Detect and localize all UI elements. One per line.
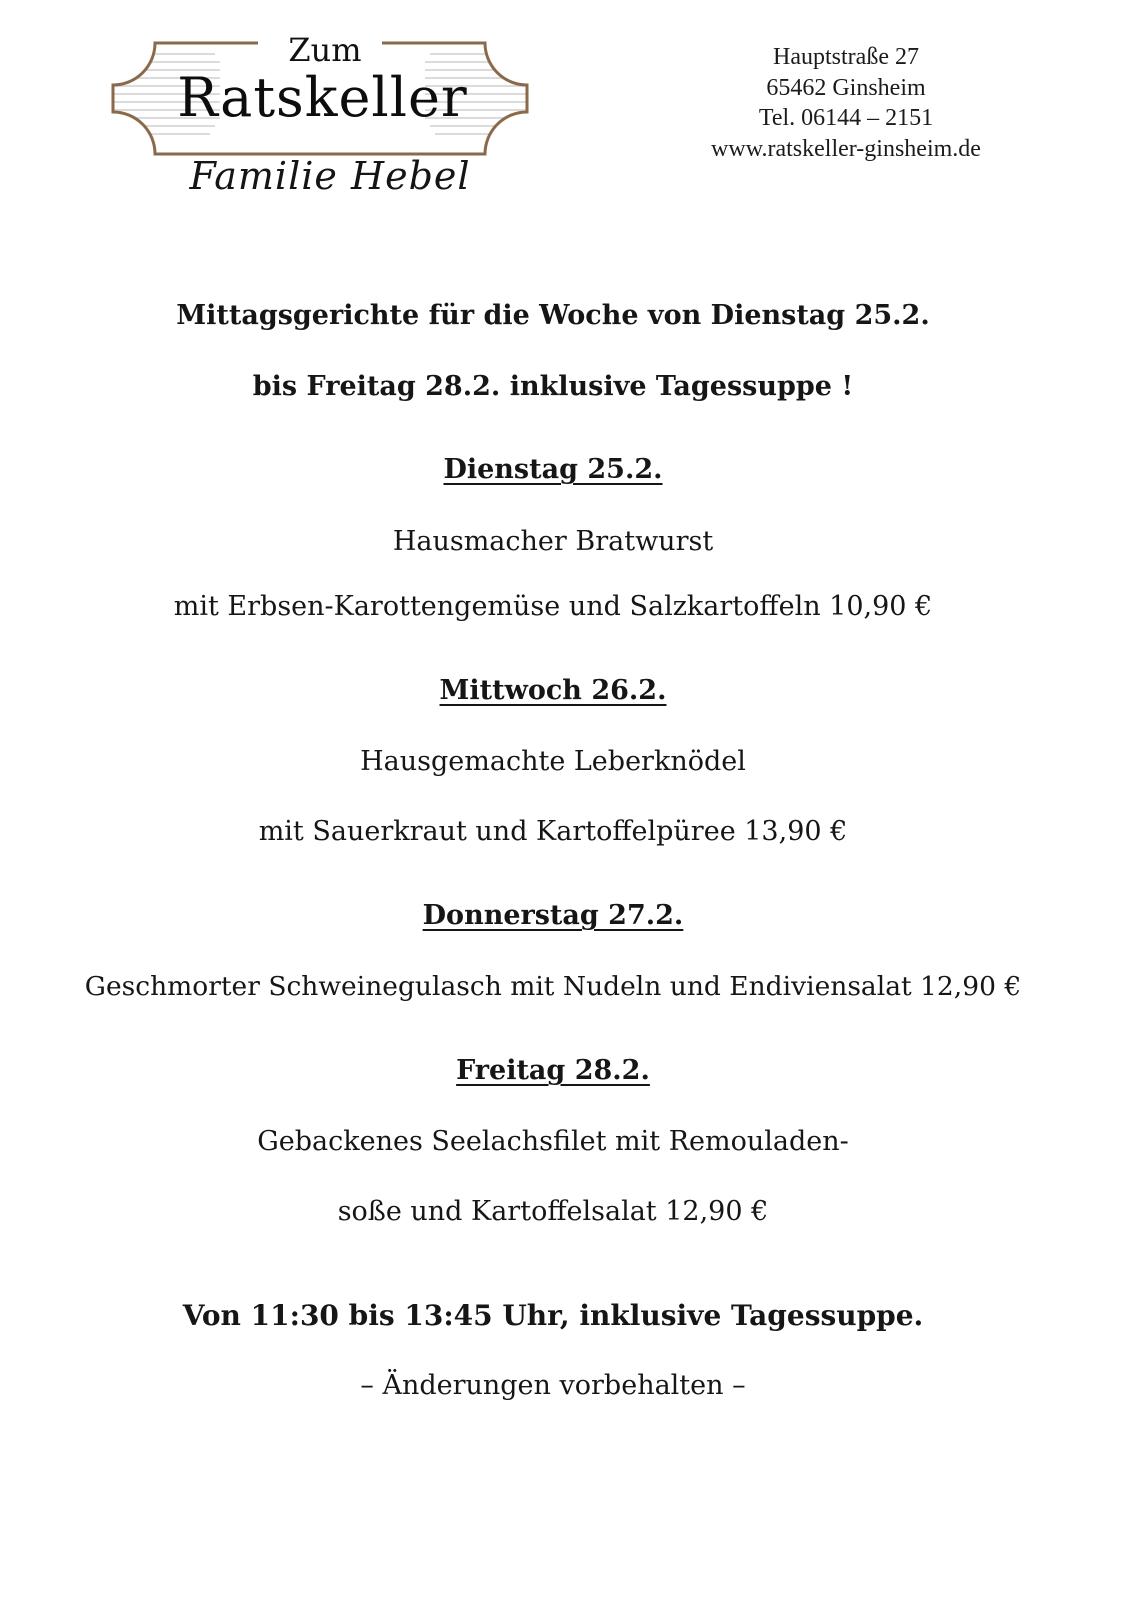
- logo-family: Familie Hebel: [189, 154, 471, 198]
- dish-line: mit Sauerkraut und Kartoffelpüree 13,90 €: [258, 816, 848, 847]
- disclaimer: – Änderungen vorbehalten –: [360, 1370, 746, 1401]
- address-website[interactable]: www.ratskeller-ginsheim.de: [711, 135, 981, 162]
- dish-line: soße und Kartoffelsalat 12,90 €: [337, 1196, 769, 1227]
- address-phone: Tel. 06144 – 2151: [758, 105, 934, 131]
- address-street: Hauptstraße 27: [773, 44, 919, 70]
- intro-line-1: Mittagsgerichte für die Woche von Dienstag 25.2.: [176, 300, 930, 331]
- day-heading-thursday: Donnerstag 27.2.: [422, 900, 684, 931]
- dish-line: Gebackenes Seelachsfilet mit Remouladen-: [257, 1126, 849, 1157]
- logo-prefix: Zum: [288, 31, 362, 69]
- dish-line: mit Erbsen-Karottengemüse und Salzkartoffeln 10,90 €: [173, 591, 933, 622]
- address-block: [660, 42, 1032, 164]
- day-heading-wednesday: Mittwoch 26.2.: [439, 675, 667, 706]
- day-heading-friday: Freitag 28.2.: [456, 1055, 650, 1086]
- dish-line: Geschmorter Schweinegulasch mit Nudeln und Endiviensalat 12,90 €: [84, 971, 1022, 1002]
- restaurant-logo: [110, 24, 540, 214]
- dish-line: Hausgemachte Leberknödel: [360, 746, 746, 777]
- serving-hours: Von 11:30 bis 13:45 Uhr, inklusive Tagessuppe.: [182, 1299, 924, 1332]
- day-heading-tuesday: Dienstag 25.2.: [443, 454, 663, 485]
- address-city: 65462 Ginsheim: [766, 74, 926, 101]
- dish-line: Hausmacher Bratwurst: [392, 526, 714, 557]
- intro-line-2: bis Freitag 28.2. inklusive Tagessuppe !: [252, 371, 854, 402]
- logo-name: Ratskeller: [177, 66, 468, 129]
